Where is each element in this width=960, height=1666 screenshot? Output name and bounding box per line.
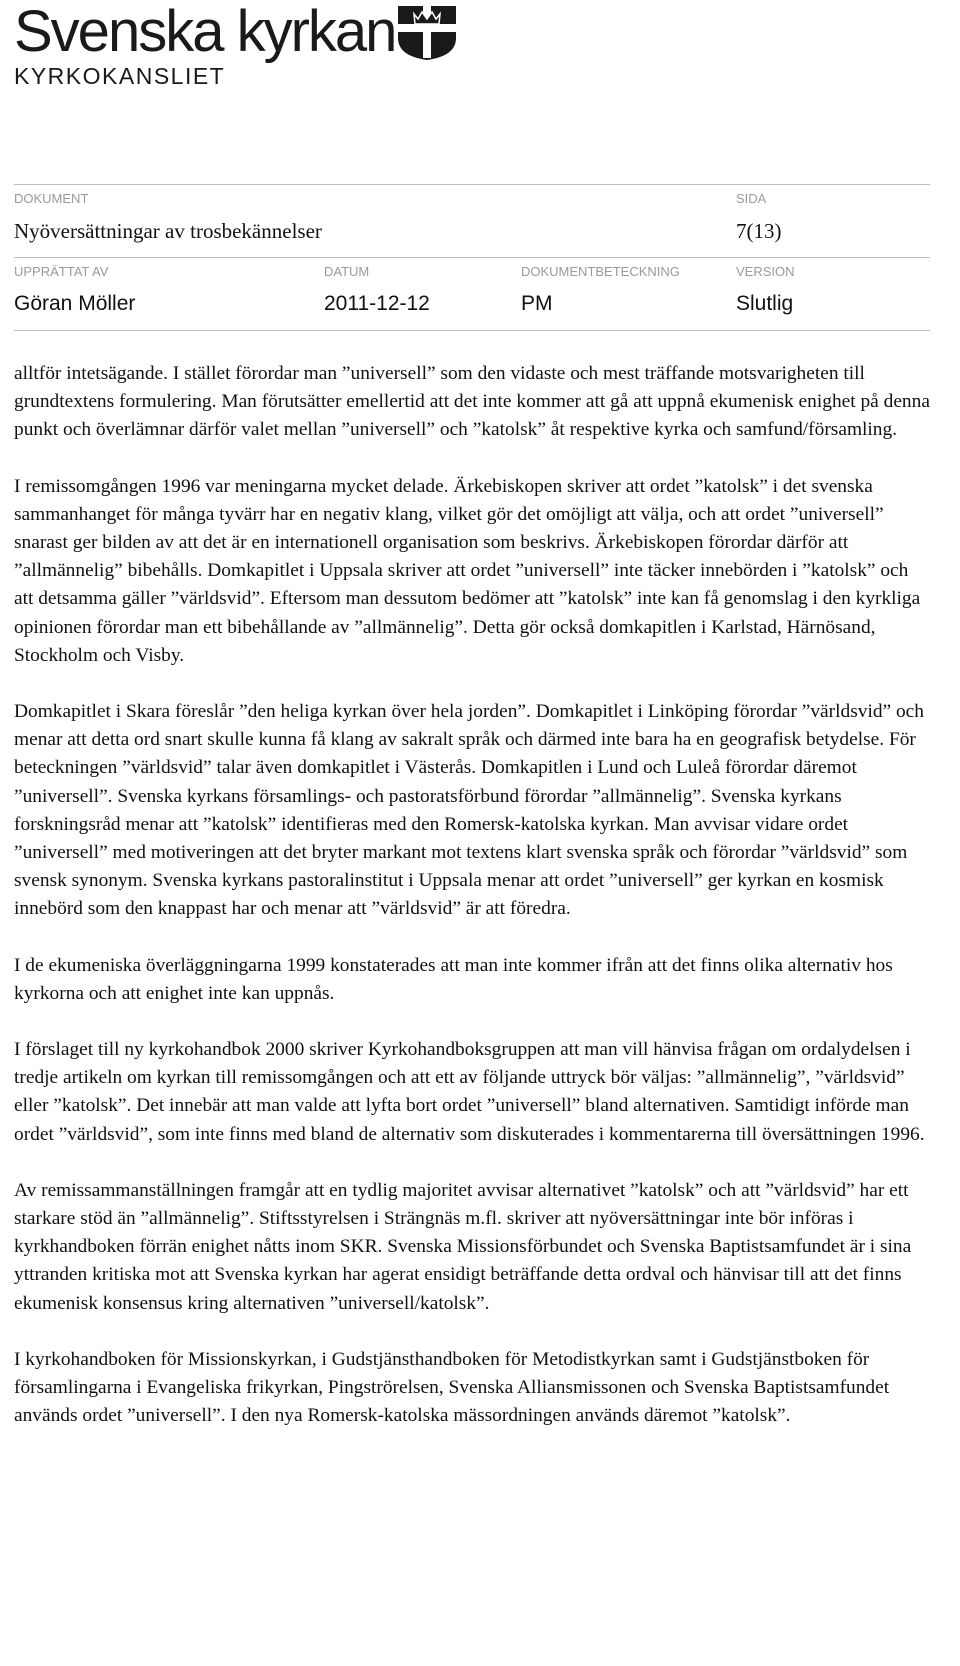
paragraph: I remissomgången 1996 var meningarna mycket delade. Ärkebiskopen skriver att ordet ”katolsk” i det svenska sammanhanget för många tyvärr har en negativ klang, vilket gör det omöjligt att välja, och att ordet ”universell” snarast ger bilden av att det är en internationell organisation som beskrivs. Ärkebiskopen förordar därför att ”allmännelig” bibehålls. Domkapitlet i Uppsala skriver att ordet ”universell” inte täcker innebörden i ”katolsk” och att detsamma gäller ”världsvid”. Eftersom man dessutom bedömer att ”katolsk” inte kan få genomslag i den kyrkliga opinionen förordar man ett bibehållande av ”allmännelig”. Detta gör också domkapitlen i Karlstad, Härnösand, Stockholm och Visby. bbox=[14, 475, 921, 666]
meta-document bbox=[14, 185, 714, 257]
meta-row-document bbox=[14, 185, 930, 257]
meta-date-value: 2011-12-12 bbox=[324, 292, 430, 315]
paragraph: Av remissammanställningen framgår att en tydlig majoritet avvisar alternativet ”katolsk” och att ”världsvid” har ett starkare stöd än ”allmännelig”. Stiftsstyrelsen i Strängnäs m.fl. skriver att nyöversättningar inte bör införas i kyrkhandboken förrän enighet nåtts inom SKR. Svenska Missionsförbundet och Svenska Baptistsamfundet är i sina yttranden kritiska mot att Svenska kyrkan har agerat ensidigt beträffande detta ordval och hänvisar till att det finns ekumenisk konsensus kring alternativen ”universell/katolsk”. bbox=[14, 1179, 912, 1314]
document-meta-table bbox=[14, 184, 930, 331]
meta-version-value: Slutlig bbox=[736, 292, 794, 315]
meta-designation-label: DOKUMENTBETECKNING bbox=[521, 264, 680, 279]
paragraph: I de ekumeniska överläggningarna 1999 konstaterades att man inte kommer ifrån att det finns olika alternativ hos kyrkorna och att enighet inte kan uppnås. bbox=[14, 954, 893, 1004]
meta-date-label: DATUM bbox=[324, 264, 370, 279]
meta-designation-value: PM bbox=[521, 292, 553, 315]
meta-page-label: SIDA bbox=[736, 191, 767, 206]
meta-version bbox=[736, 258, 926, 330]
church-crown-icon bbox=[392, 2, 462, 62]
logo-subtitle: KYRKOKANSLIET bbox=[14, 63, 226, 89]
meta-author-value: Göran Möller bbox=[14, 292, 136, 315]
paragraph: I förslaget till ny kyrkohandbok 2000 skriver Kyrkohandboksgruppen att man vill hänvisa frågan om ordalydelsen i tredje artikeln om kyrkan till remissomgången och att ett av följande uttryck bör väljas: ”allmännelig”, ”världsvid” eller ”katolsk”. Det innebär att man valde att lyfta bort ordet ”universell” bland alternativen. Samtidigt införde man ordet ”världsvid”, som inte finns med bland de alternativ som diskuterades i kommentarerna till översättningen 1996. bbox=[14, 1039, 925, 1145]
meta-designation bbox=[521, 258, 721, 330]
meta-document-value: Nyöversättningar av trosbekännelser bbox=[14, 219, 322, 243]
meta-page bbox=[736, 185, 926, 257]
meta-row-details bbox=[14, 257, 930, 330]
logo bbox=[14, 0, 464, 95]
meta-page-value: 7(13) bbox=[736, 219, 782, 243]
paragraph: alltför intetsägande. I stället förordar man ”universell” som den vidaste och mest träffande motsvarigheten till grundtextens formulering. Man förutsätter emellertid att det inte kommer att gå att uppnå ekumenisk enighet på denna punkt och överlämnar därför valet mellan ”universell” och ”katolsk” åt respektive kyrka och samfund/församling. bbox=[14, 363, 930, 441]
document-body bbox=[14, 360, 932, 1459]
meta-document-label: DOKUMENT bbox=[14, 191, 89, 206]
meta-author bbox=[14, 258, 314, 330]
paragraph: I kyrkohandboken för Missionskyrkan, i Gudstjänsthandboken för Metodistkyrkan samt i Gudstjänstboken för församlingarna i Evangeliska frikyrkan, Pingströrelsen, Svenska Alliansmissonen och Svenska Baptistsamfundet används ordet ”universell”. I den nya Romersk-katolska mässordningen används däremot ”katolsk”. bbox=[14, 1348, 890, 1427]
paragraph: Domkapitlet i Skara föreslår ”den heliga kyrkan över hela jorden”. Domkapitlet i Linköping förordar ”världsvid” och menar att detta ord snart skulle kunna få klang av sakralt språk och därmed inte bara ha en geografisk betydelse. För beteckningen ”världsvid” talar även domkapitlet i Västerås. Domkapitlen i Lund och Luleå förordar däremot ”universell”. Svenska kyrkans församlings- och pastoratsförbund förordar ”allmännelig”. Svenska kyrkans forskningsråd menar att ”katolsk” identifieras med den Romersk-katolska kyrkan. Man avvisar vidare ordet ”universell” med motiveringen att det bryter markant mot textens klart svenska språk och förordar ”världsvid” som svensk synonym. Svenska kyrkans pastoralinstitut i Uppsala menar att ordet ”universell” ger kyrkan en kosmisk innebörd som den knappast har och menar att ”världsvid” är att föredra. bbox=[14, 701, 924, 920]
meta-author-label: UPPRÄTTAT AV bbox=[14, 264, 109, 279]
meta-version-label: VERSION bbox=[736, 264, 795, 279]
logo-name: Svenska kyrkan bbox=[14, 0, 396, 64]
meta-date bbox=[324, 258, 514, 330]
